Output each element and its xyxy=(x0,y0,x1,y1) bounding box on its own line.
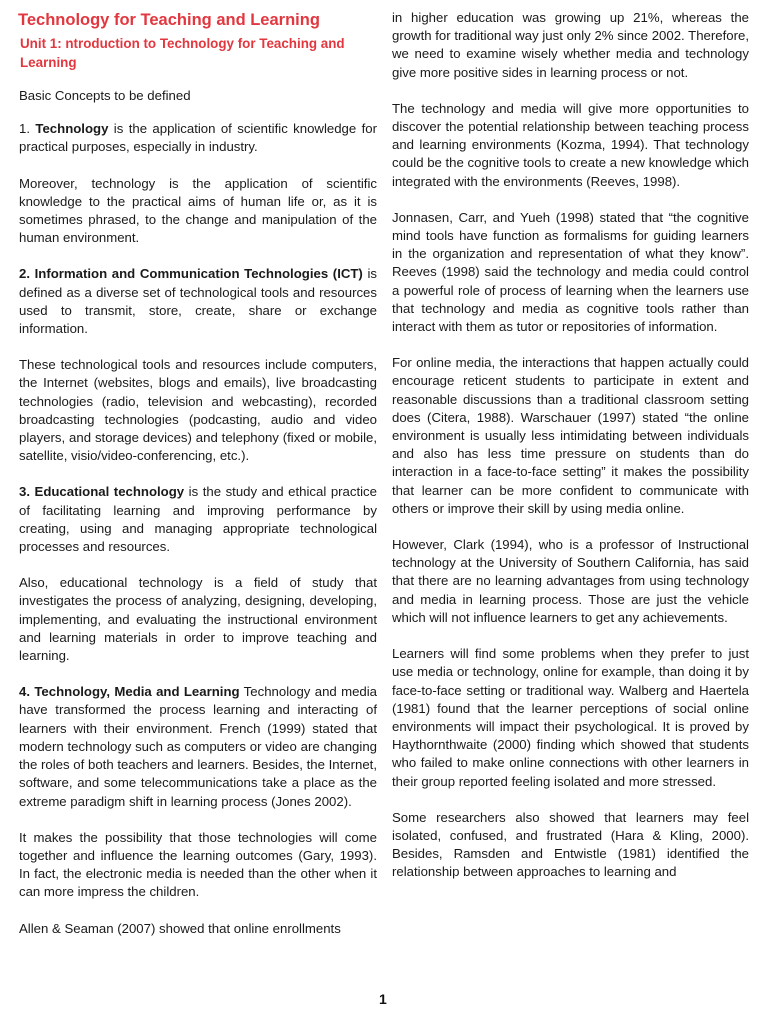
paragraph: Also, educational technology is a field of study that investigates the process of analyzing, designing, developing, implementing, and evaluating the instructional environment and learning materials in order to improve teaching and learning. xyxy=(19,575,377,664)
paragraph: For online media, the interactions that happen actually could encourage reticent students to participate in extent and reasonable discussions than a traditional classroom setting does (Citera, 1988). Warschauer (1997) stated “the online environment is usually less intimidating between individuals and also has less time pressure on students than do interaction in a face-to-face setting” it makes the possibility that learner can be more confident to communicate with others or improve their skill by using media online. xyxy=(392,355,749,516)
paragraph: The technology and media will give more opportunities to discover the potential relationship between teaching process and learning environments (Kozma, 1994). That technology could be the cognitive tools to create a new knowledge which integrated with the environments (Reeves, 1998). xyxy=(392,100,750,189)
definition-text: is the application of scientific knowledge for practical purposes, especially in industry. xyxy=(19,121,377,155)
definition-number: 1. xyxy=(19,121,30,137)
definition-term: 4. Technology, Media and Learning xyxy=(19,684,240,700)
left-column xyxy=(19,0,377,938)
unit-title: Unit 1: ntroduction to Technology for Teaching and Learning xyxy=(20,36,345,70)
definition-term: 2. Information and Communication Technologies (ICT) xyxy=(19,266,363,282)
paragraph: It makes the possibility that those technologies will come together and influence the learning outcomes (Gary, 1993). In fact, the electronic media is needed than the other when it can more impress the children. xyxy=(19,829,377,900)
definition-term: Technology xyxy=(35,121,109,137)
paragraph: However, Clark (1994), who is a professor of Instructional technology at the University of Southern California, has said that there are no learning advantages from using technology and media in learning process. Those are just the vehicle which will not influence learners to get any achievements. xyxy=(392,537,749,625)
definition-ict xyxy=(19,265,377,338)
intro-paragraph: Basic Concepts to be defined xyxy=(19,88,191,103)
definition-educational-technology xyxy=(19,483,377,556)
paragraph: Learners will find some problems when they prefer to just use media or technology, online for example, than doing it by face-to-face setting or traditional way. Walberg and Haertela (1981) found that the learner perceptions of social online environments will impact their psychological. It is proved by Haythornthwaite (2000) finding which showed that students who failed to make online connections with other learners in their group reported feeling isolated and more stressed. xyxy=(392,646,749,789)
definition-technology-media-learning xyxy=(19,683,377,810)
paragraph: Allen & Seaman (2007) showed that online enrollments xyxy=(19,920,341,936)
paragraph: Jonnasen, Carr, and Yueh (1998) stated that “the cognitive mind tools have function as formalisms for guiding learners in the organization and representation of what they know”. Reeves (1998) said the technology and media could control a powerful role of process of learning when the learners use that technology and media as cognitive tools rather than interact with them as tutor or repositories of information. xyxy=(392,209,749,335)
definition-text: is defined as a diverse set of technological tools and resources used to transmit, store, create, share or exchange information. xyxy=(19,266,378,337)
definition-text: is the study and ethical practice of facilitating learning and improving performance by creating, using and managing appropriate technological processes and resources. xyxy=(19,484,377,555)
paragraph: Some researchers also showed that learners may feel isolated, confused, and frustrated (Hara & Kling, 2000). Besides, Ramsden and Entwistle (1981) identified the relationship between approaches to learning and xyxy=(392,809,749,880)
paragraph: These technological tools and resources include computers, the Internet (websites, blogs and emails), live broadcasting technologies (radio, television and webcasting), recorded broadcasting technologies (podcasting, audio and video players, and storage devices) and telephony (fixed or mobile, satellite, visio/video-conferencing, etc.). xyxy=(19,357,377,464)
right-column xyxy=(392,0,749,882)
page-number: 1 xyxy=(379,991,387,1007)
paragraph: Moreover, technology is the application of scientific knowledge to the practical aims of human life or, as it is sometimes phrased, to the change and manipulation of the human environment. xyxy=(19,175,377,246)
paragraph: in higher education was growing up 21%, whereas the growth for traditional way just only 2% since 2002. Therefore, we need to examine wisely whether media and technology give more positive sides in learning process or not. xyxy=(392,10,749,80)
definition-term: 3. Educational technology xyxy=(19,484,185,500)
definition-technology xyxy=(19,120,377,156)
document-title: Technology for Teaching and Learning xyxy=(18,11,320,29)
definition-text: Technology and media have transformed the process learning and interacting of learners with their environment. French (1999) stated that modern technology such as computers or video are changing the roles of both teachers and learners. Besides, the Internet, software, and some telecommunications take a place as the extreme paradigm shift in learning process (Jones 2002). xyxy=(19,684,377,809)
